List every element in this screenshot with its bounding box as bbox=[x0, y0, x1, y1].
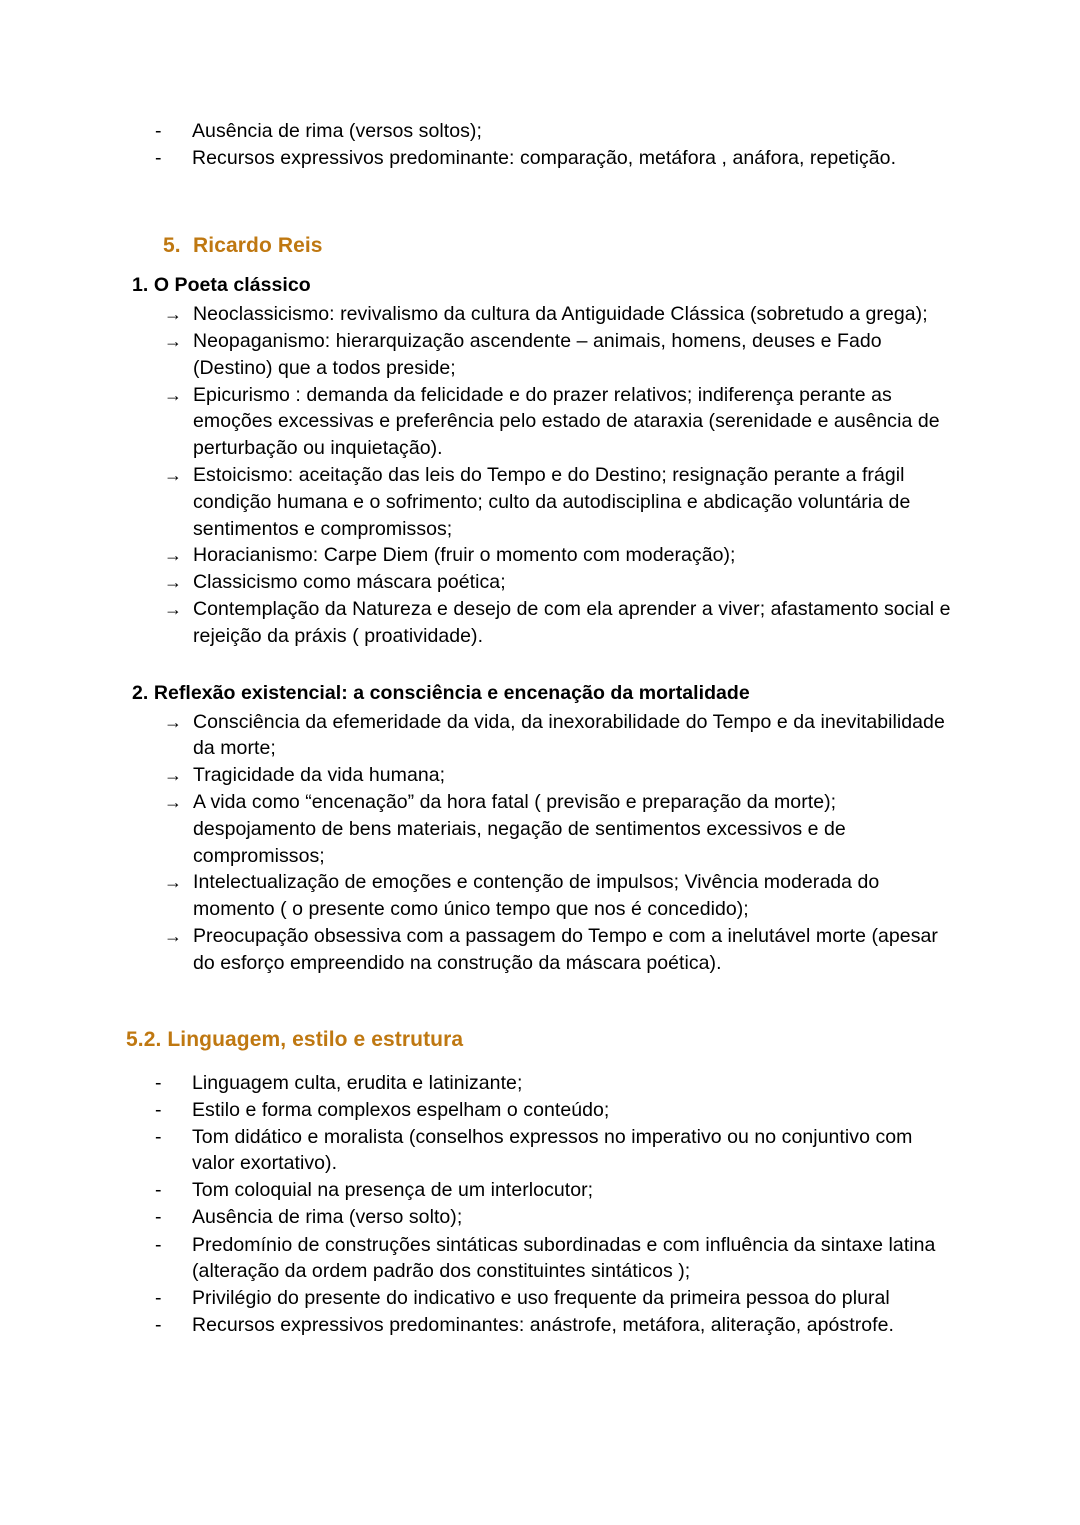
poeta-classico-arrow-list bbox=[120, 301, 960, 649]
list-item-text: Preocupação obsessiva com a passagem do Tempo e com a inelutável morte (apesar do esforço empreendido na construção da máscara poética). bbox=[193, 924, 938, 974]
spacer bbox=[120, 977, 960, 1026]
spacer bbox=[120, 650, 960, 680]
list-item bbox=[120, 118, 960, 145]
list-item bbox=[120, 569, 960, 596]
dash-bullet-icon: - bbox=[155, 1233, 162, 1256]
list-item-text: Classicismo como máscara poética; bbox=[193, 571, 506, 594]
list-item bbox=[120, 462, 960, 542]
list-item bbox=[120, 1204, 960, 1231]
arrow-bullet-icon: → bbox=[164, 791, 183, 812]
list-item-text: Ausência de rima (verso solto); bbox=[192, 1206, 463, 1229]
reflexao-existencial-arrow-list bbox=[120, 709, 960, 977]
section-heading-linguagem-estilo-estrutura: 5.2. Linguagem, estilo e estrutura bbox=[126, 1027, 464, 1051]
list-item bbox=[120, 145, 960, 172]
arrow-bullet-icon: → bbox=[164, 464, 183, 485]
section-heading-ricardo-reis bbox=[120, 232, 960, 260]
intro-dash-list bbox=[120, 118, 960, 172]
list-item-text: Intelectualização de emoções e contenção de impulsos; Vivência moderada do momento ( o presente como único tempo que nos é concedido); bbox=[193, 871, 880, 921]
arrow-bullet-icon: → bbox=[164, 304, 183, 325]
spacer bbox=[120, 260, 960, 272]
list-item bbox=[120, 301, 960, 328]
list-item bbox=[120, 328, 960, 382]
list-item bbox=[120, 923, 960, 977]
list-item-text: Estilo e forma complexos espelham o conteúdo; bbox=[192, 1098, 610, 1121]
subheading-reflexao-existencial: 2. Reflexão existencial: a consciência e encenação da mortalidade bbox=[132, 681, 750, 704]
subheading-o-poeta-classico: 1. O Poeta clássico bbox=[132, 274, 311, 297]
dash-bullet-icon: - bbox=[155, 1179, 162, 1202]
linguagem-dash-list bbox=[120, 1070, 960, 1339]
arrow-bullet-icon: → bbox=[164, 872, 183, 893]
list-item-text: Estoicismo: aceitação das leis do Tempo e do Destino; resignação perante a frágil condição humana e o sofrimento; culto da autodisciplina e abdicação voluntária de sentimentos e compromissos; bbox=[193, 463, 911, 540]
dash-bullet-icon: - bbox=[155, 1098, 162, 1121]
list-item-text: Recursos expressivos predominante: comparação, metáfora , anáfora, repetição. bbox=[192, 147, 897, 170]
list-item bbox=[120, 1232, 960, 1285]
dash-bullet-icon: - bbox=[155, 1071, 162, 1094]
list-item bbox=[120, 1285, 960, 1312]
list-item bbox=[120, 596, 960, 650]
section-title: Ricardo Reis bbox=[193, 234, 323, 258]
dash-bullet-icon: - bbox=[155, 1287, 162, 1310]
list-item-text: Tom coloquial na presença de um interlocutor; bbox=[192, 1179, 594, 1202]
list-item-text: Linguagem culta, erudita e latinizante; bbox=[192, 1071, 523, 1094]
list-item-text: Contemplação da Natureza e desejo de com ela aprender a viver; afastamento social e rejeição da práxis ( proatividade). bbox=[193, 597, 951, 647]
list-item bbox=[120, 1070, 960, 1097]
list-item bbox=[120, 869, 960, 923]
list-item-text: Tragicidade da vida humana; bbox=[193, 764, 446, 787]
section-number: 5. bbox=[163, 234, 181, 258]
dash-bullet-icon: - bbox=[155, 147, 162, 170]
list-item-text: Tom didático e moralista (conselhos expressos no imperativo ou no conjuntivo com valor exortativo). bbox=[192, 1125, 913, 1175]
list-item-text: Neoclassicismo: revivalismo da cultura da Antiguidade Clássica (sobretudo a grega); bbox=[193, 303, 928, 326]
arrow-bullet-icon: → bbox=[164, 330, 183, 351]
list-item bbox=[120, 789, 960, 869]
dash-bullet-icon: - bbox=[155, 1206, 162, 1229]
list-item bbox=[120, 1124, 960, 1177]
dash-bullet-icon: - bbox=[155, 1314, 162, 1337]
list-item-text: Epicurismo : demanda da felicidade e do prazer relativos; indiferença perante as emoções excessivas e preferência pelo estado de ataraxia (serenidade e ausência de perturbação ou inquietação). bbox=[193, 383, 940, 460]
list-item bbox=[120, 1177, 960, 1204]
list-item-text: Recursos expressivos predominantes: anástrofe, metáfora, aliteração, apóstrofe. bbox=[192, 1314, 894, 1337]
list-item-text: Privilégio do presente do indicativo e uso frequente da primeira pessoa do plural bbox=[192, 1287, 890, 1310]
dash-bullet-icon: - bbox=[155, 120, 162, 142]
list-item bbox=[120, 709, 960, 763]
arrow-bullet-icon: → bbox=[164, 711, 183, 732]
list-item bbox=[120, 762, 960, 789]
list-item bbox=[120, 542, 960, 569]
list-item-text: Ausência de rima (versos soltos); bbox=[192, 120, 482, 142]
spacer bbox=[120, 1054, 960, 1070]
arrow-bullet-icon: → bbox=[164, 598, 183, 619]
arrow-bullet-icon: → bbox=[164, 545, 183, 566]
spacer bbox=[120, 172, 960, 232]
list-item-text: A vida como “encenação” da hora fatal ( previsão e preparação da morte); despojamento de bens materiais, negação de sentimentos excessivos e de compromissos; bbox=[193, 790, 846, 867]
list-item-text: Consciência da efemeridade da vida, da inexorabilidade do Tempo e da inevitabilidade da morte; bbox=[193, 710, 945, 760]
list-item bbox=[120, 1312, 960, 1339]
dash-bullet-icon: - bbox=[155, 1125, 162, 1148]
list-item bbox=[120, 382, 960, 462]
arrow-bullet-icon: → bbox=[164, 572, 183, 593]
arrow-bullet-icon: → bbox=[164, 765, 183, 786]
arrow-bullet-icon: → bbox=[164, 925, 183, 946]
list-item bbox=[120, 1097, 960, 1124]
arrow-bullet-icon: → bbox=[164, 384, 183, 405]
list-item-text: Horacianismo: Carpe Diem (fruir o momento com moderação); bbox=[193, 544, 736, 567]
list-item-text: Predomínio de construções sintáticas subordinadas e com influência da sintaxe latina (alteração da ordem padrão dos constituintes sintáticos ); bbox=[192, 1233, 936, 1283]
list-item-text: Neopaganismo: hierarquização ascendente – animais, homens, deuses e Fado (Destino) que a todos preside; bbox=[193, 329, 882, 379]
